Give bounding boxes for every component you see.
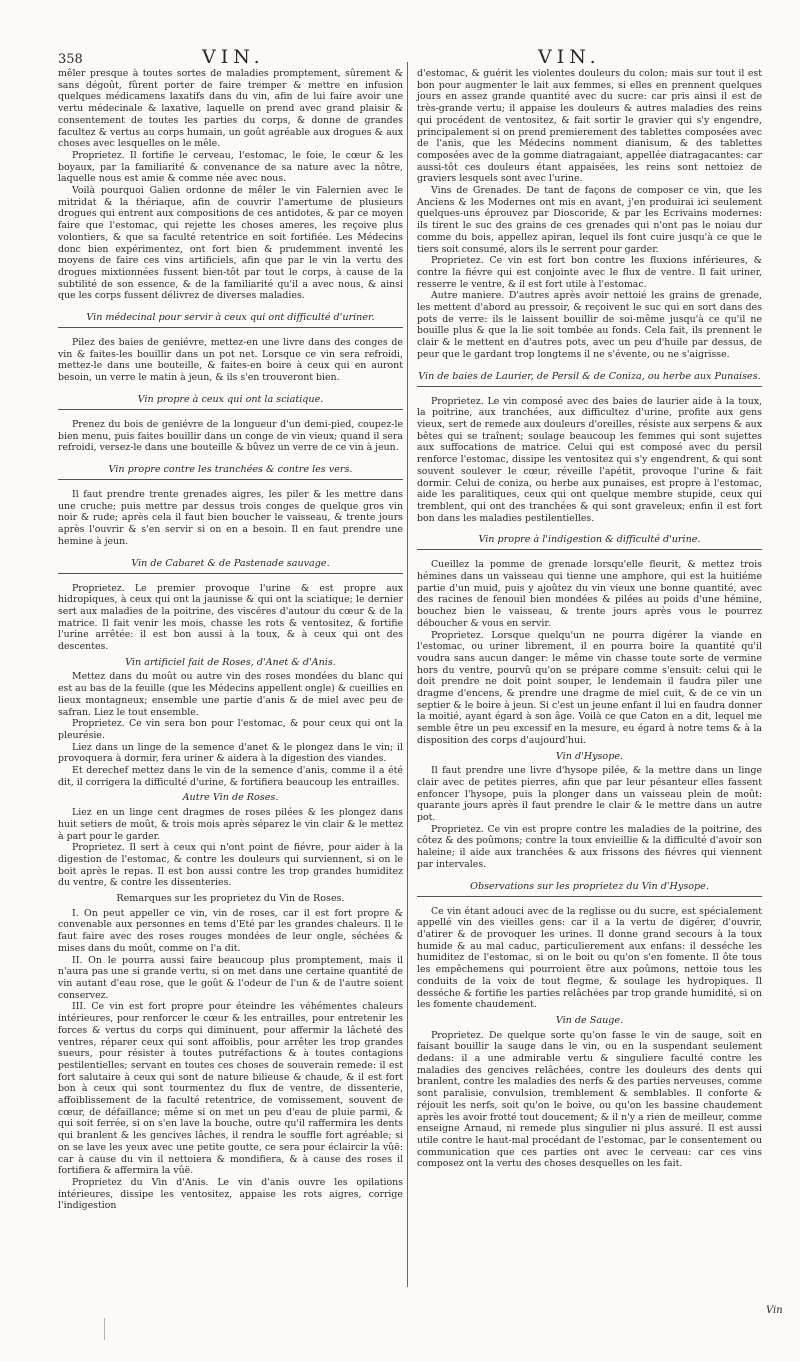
paragraph: Prenez du bois de geniévre de la longueur d'un demi-pied, coupez-le bien menu, puis faites bouillir dans un conge de vin vieux; quand il sera refroidi, versez-le dans une bouteille & bûvez un verre de ce vin à jeun. <box>58 418 403 454</box>
paragraph: Il faut prendre une livre d'hysope pilée, & la mettre dans un linge clair avec de petites pierres, afin que par leur pésanteur elles fassent enfoncer l'hysope, puis la plonger dans un vaisseau plein de moût: quarante jours après il faut prendre le clair & le mettre dans un autre pot. <box>417 765 762 824</box>
section-heading: Remarques sur les proprietez du Vin de Roses. <box>116 893 345 905</box>
paragraph: Proprietez. De quelque sorte qu'on fasse le vin de sauge, soit en faisant bouillir la sauge dans le vin, ou en la suspendant seulement dedans: il a une admirable vertu & singuliere faculté contre les maladies des gencives relâchées, contre les douleurs des dents qui branlent, contre les maladies des nerfs & des parties nerveuses, comme sont paralisie, convulsion, tremblement & semblables. Il conforte & réjouit les nerfs, soit qu'on le boive, ou qu'on les bassine chaudement après les avoir frotté tout doucement; & il n'y a rien de meilleur, comme enseigne Arnaud, ni remede plus singulier ni plus assuré. Il est aussi utile contre le haut-mal procédant de l'estomac, par le consentement ou communication que ces parties ont avec le cerveau: car ces vins composez ont la vertu des choses desquelles on les fait. <box>417 1029 762 1170</box>
section-heading: Vin propre à l'indigestion & difficulté d'urine. <box>417 534 762 550</box>
paragraph: Voilà pourquoi Galien ordonne de mêler le vin Falernien avec le mitridat & la thériaque, afin de couvrir l'amertume de plusieurs drogues qui entrent aux compositions de ces antidotes, & par ce moyen faire que l'estomac, qui rejette les choses ameres, les reçoive plus volontiers, & que sa faculté retentrice en soit fortifiée. Les Médecins donc bien expérimentez, ont fort bien & prudemment inventé les moyens de faire ces vins artificiels, afin que par le vin la vertu des drogues mixtionnées fussent bien-tôt par tout le corps, à cause de la subtilité de son essence, & de la familiarité qu'il a avec nous, & ainsi que les corps fussent délivrez de diverses maladies. <box>58 185 403 302</box>
paragraph: Ce vin étant adouci avec de la reglisse ou du sucre, est spécialement appellé vin des vieilles gens: car il a la vertu de digérer, d'ouvrir, d'atirer & de provoquer les urines. Il donne grand secours à la toux humide & au mal caduc, particulierement aux enfans: il desséche les humiditez de l'estomac, si on le boit ou qu'on s'en fomente. Il ôte tous les empêchemens qui pourroient être aux poûmons, nettoie tous les conduits de la voix de tout flegme, & soulage les hydropiques. Il desséche & fortifie les parties relâchées par trop grande humidité, si on les fomente chaudement. <box>417 905 762 1011</box>
right-column <box>417 68 762 1170</box>
paragraph: Mettez dans du moût ou autre vin des roses mondées du blanc qui est au bas de la feuille (que les Médecins appellent ongle) & cueillies en lieux montagneux; ensemble une partie d'anis & de miel avec peu de safran. Liez le tout ensemble. <box>58 671 403 718</box>
paragraph: I. On peut appeller ce vin, vin de roses, car il est fort propre & convenable aux personnes en tems d'Eté par les grandes chaleurs. Il le faut faire avec des roses rouges mondées de leur ongle, séchées & mises dans du moût, comme on l'a dit. <box>58 907 403 954</box>
paragraph: II. On le pourra aussi faire beaucoup plus promptement, mais il n'aura pas une si grande vertu, si on met dans une certaine quantité de vin autant d'eau rose, que le goût & l'odeur de l'un & de l'autre soient conservez. <box>58 954 403 1001</box>
paragraph: Cueillez la pomme de grenade lorsqu'elle fleurit, & mettez trois hémines dans un vaisseau qui tienne une amphore, qui est la huitiéme partie d'un muid, puis y ajoûtez du vin vieux une bonne quantité, avec des racines de fenouil bien mondées & pilées au poids d'une hémine, bouchez bien le vaisseau, & trente jours après vous le pourrez déboucher & vous en servir. <box>417 559 762 629</box>
paragraph: Proprietez. Ce vin est propre contre les maladies de la poitrine, des côtez & des poûmons; contre la toux envieillie & la difficulté d'avoir son haleine; il aide aux tranchées & aux frissons des fiévres qui viennent par intervales. <box>417 823 762 870</box>
section-heading: Vin propre contre les tranchées & contre les vers. <box>58 464 403 480</box>
paragraph: Proprietez. Il fortifie le cerveau, l'estomac, le foie, le cœur & les boyaux, par la familiarité & convenance de sa nature avec la nôtre, laquelle nous est amie & comme née avec nous. <box>58 149 403 185</box>
paragraph: Vins de Grenades. De tant de façons de composer ce vin, que les Anciens & les Modernes ont mis en avant, j'en produirai ici seulement quelques-uns éprouvez par Dioscoride, & par les Ecrivains modernes: ils tirent le suc des grains de ces grenades qui n'ont pas le noiau dur comme du bois, appellez apiran, lequel ils font cuire jusqu'à ce que le tiers soit consumé, alors ils le serrent pour garder. <box>417 185 762 255</box>
section-heading: Observations sur les proprietez du Vin d'Hysope. <box>417 881 762 897</box>
page-number: 358 <box>58 52 83 67</box>
paragraph: Proprietez. Ce vin sera bon pour l'estomac, & pour ceux qui ont la pleurésie. <box>58 718 403 741</box>
section-heading: Vin propre à ceux qui ont la sciatique. <box>58 394 403 410</box>
left-column <box>58 68 403 1212</box>
section-heading: Autre Vin de Roses. <box>182 792 279 804</box>
paragraph: mêler presque à toutes sortes de maladies promptement, sûrement & sans dégoût, fûrent porter de faire tremper & mettre en infusion quelques médicamens laxatifs dans du vin, afin de lui faire avoir une vertu médecinale & laxative, laquelle on prend avec grand plaisir & consentement de toutes les parties du corps, & donne de grandes facultez & vertus au corps humain, un goût agréable aux drogues & aux choses avec lesquelles on le mêle. <box>58 68 403 150</box>
paragraph: Pilez des baies de geniévre, mettez-en une livre dans des conges de vin & faites-les bouillir dans un pot net. Lorsque ce vin sera refroidi, mettez-le dans une bouteille, & faites-en boire à ceux qui en auront besoin, un verre le matin à jeun, & ils s'en trouveront bien. <box>58 337 403 384</box>
paragraph: Proprietez. Ce vin est fort bon contre les fluxions inférieures, & contre la fiévre qui est conjointe avec le flux de ventre. Il fait uriner, resserre le ventre, & il est fort utile à l'estomac. <box>417 255 762 290</box>
paragraph: Proprietez. Il sert à ceux qui n'ont point de fiévre, pour aider à la digestion de l'estomac, & contre les douleurs qui surviennent, si on le boit après le repas. Il est bon aussi contre les trop grandes humiditez du ventre, & contre les dissenteries. <box>58 842 403 889</box>
paragraph: Proprietez. Le premier provoque l'urine & est propre aux hidropiques, à ceux qui ont la jaunisse & qui ont la sciatique; le dernier sert aux maladies de la poitrine, des viscéres d'autour du cœur & de la matrice. Il fait venir les mois, chasse les rots & ventositez, & fortifie l'urine arrêtée: il est bon aussi à la toux, & à ceux qui ont des descentes. <box>58 582 403 653</box>
paragraph: d'estomac, & guérit les violentes douleurs du colon; mais sur tout il est bon pour augmenter le lait aux femmes, si elles en prennent quelques jours en assez grande quantité avec du sucre: car pris ainsi il est de très-grande vertu; il appaise les douleurs & autres maladies des reins qui procédent de ventositez, & fait sortir le gravier qui s'y engendre, principalement si on prend premierement des tablettes composées avec de l'anis, que les Médecins nomment dianisum, & des tablettes composées avec de la gomme diatragaiant, appellée diatragacantes: car aussi-tôt ces douleurs étant appaisées, les reins sont nettoiez de graviers lesquels sont avec l'urine. <box>417 68 762 185</box>
section-heading: Vin de Cabaret & de Pastenade sauvage. <box>58 558 403 574</box>
margin-mark <box>104 1318 105 1340</box>
paragraph: III. Ce vin est fort propre pour éteindre les véhémentes chaleurs intérieures, pour renforcer le cœur & les entrailles, pour entretenir les forces & vertus du corps qui diminuent, pour affermir la lâcheté des ventres, réparer ceux qui sont affoiblis, pour arrêter les trop grandes sueurs, pour résister à toutes putréfactions & à toutes contagions pestilentielles; servant en toutes ces choses de souverain remede: il est fort salutaire à ceux qui sont de nature bilieuse & chaude, & il est fort bon à ceux qui sont tourmentez du flux de ventre, de dissenterie, affoiblissement de la faculté retentrice, de vomissement, souvent de cœur, de défaillance; même si on met un peu d'eau de pluie parmi, & qui soit ferrée, si on s'en lave la bouche, outre qu'il raffermira les dents qui branlent & les gencives lâches, il rendra le souffle fort agréable; si on se lave les yeux avec une petite goutte, ce sera pour éclaircir la vûë: car à cause du vin il nettoiera & mondifiera, & à cause des roses il fortifiera & affermira la vûë. <box>58 1001 403 1177</box>
paragraph: Il faut prendre trente grenades aigres, les piler & les mettre dans une cruche; puis mettre par dessus trois conges de quelque gros vin noir & rude; après cela il faut bien boucher le vaisseau, & trente jours après l'ouvrir & s'en servir si on en a besoin. Il en faut prendre une hemine à jeun. <box>58 488 403 547</box>
section-heading: Vin de Sauge. <box>555 1014 624 1026</box>
paragraph: Liez dans un linge de la semence d'anet & le plongez dans le vin; il provoquera à dormir, fera uriner & aidera à la digestion des viandes. <box>58 741 403 765</box>
section-heading: Vin médecinal pour servir à ceux qui ont difficulté d'uriner. <box>58 312 403 328</box>
paragraph: Liez en un linge cent dragmes de roses pilées & les plongez dans huit setiers de moût, & trois mois après séparez le vin clair & le mettez à part pour le garder. <box>58 807 403 842</box>
paragraph: Proprietez. Lorsque quelqu'un ne pourra digérer la viande en l'estomac, ou uriner librement, il en pourra boire la quantité qu'il voudra sans aucun danger: le même vin chasse toute sorte de vermine hors du ventre, pourvû qu'on se prépare comme s'ensuit: celui qui le doit prendre ne doit point souper, le lendemain il faudra piler une dragme d'encens, & prendre une dragme de miel cuit, & de ce vin un septier & le boire à jeun. Si c'est un jeune enfant il lui en faudra donner la moitié, ayant égard à son âge. Voilà ce que Caton en a dit, lequel me semble être un peu excessif en la mesure, eu égard à notre tems & à la disposition des corps d'aujourd'hui. <box>417 629 762 746</box>
running-head-right: VIN. <box>538 46 601 68</box>
running-head-left: VIN. <box>202 46 265 68</box>
column-divider <box>407 62 408 1287</box>
catchword: Vin <box>766 1305 783 1316</box>
section-heading: Vin de baies de Laurier, de Persil & de Coniza, ou herbe aux Punaises. <box>417 371 762 387</box>
section-heading: Vin artificiel fait de Roses, d'Anet & d'Anis. <box>125 656 336 668</box>
paragraph: Proprietez. Le vin composé avec des baies de laurier aide à la toux, la poitrine, aux tranchées, aux difficultez d'urine, profite aux gens vieux, sert de remede aux douleurs d'oreilles, résiste aux serpens & aux bêtes qui se traînent; soulage beaucoup les femmes qui sont sujettes aux suffocations de matrice. Celui qui est composé avec du persil renforce l'estomac, dissipe les ventositez qui s'y engendrent, & qui sont souvent soulever le cœur, réveille l'apétit, provoque l'urine & fait dormir. Celui de coniza, ou herbe aux punaises, est propre à l'estomac, aide les paralitiques, ceux qui ont quelque membre stupide, ceux qui tremblent, qui ont des tranchées & qui sont graveleux; enfin il est fort bon dans les maladies pestilentielles. <box>417 395 762 524</box>
section-heading: Vin d'Hysope. <box>555 750 624 762</box>
paragraph: Proprietez du Vin d'Anis. Le vin d'anis ouvre les opilations intérieures, dissipe les ventositez, appaise les rots aigres, corrige l'indigestion <box>58 1176 403 1212</box>
paragraph: Et derechef mettez dans le vin de la semence d'anis, comme il a été dit, il corrigera la difficulté d'urine, & fortifiera beaucoup les entrailles. <box>58 765 403 788</box>
paragraph: Autre maniere. D'autres après avoir nettoié les grains de grenade, les mettent d'abord au pressoir, & reçoivent le suc qui en sort dans des pots de verre: ils le laissent bouillir de soi-même jusqu'à ce qu'il ne bouille plus & que la lie soit tombée au fonds. Cela fait, ils prennent le clair & le mettent en d'autres pots, avec un peu d'huile par dessus, de peur que le gardant trop longtems il ne s'évente, ou ne s'aigrisse. <box>417 290 762 360</box>
